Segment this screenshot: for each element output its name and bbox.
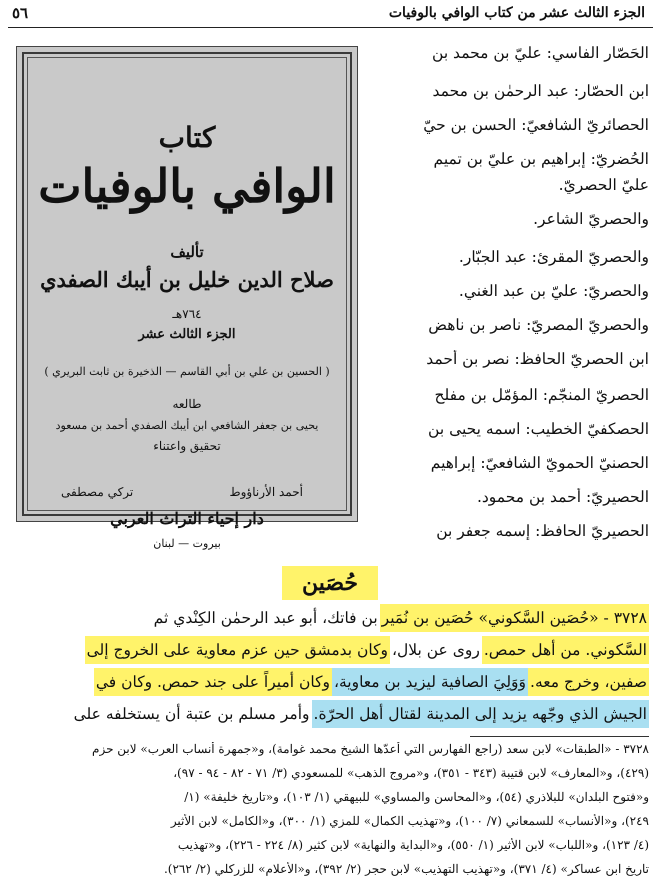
main-line-4: [12, 700, 649, 730]
title-page-image: [16, 46, 358, 550]
index-line: عليّ الحصريّ.: [558, 176, 649, 194]
index-line: ابن الحصريّ الحافظ: نصر بن أحمد: [426, 350, 649, 368]
index-line: الحصيريّ الحافظ: إسمه جعفر بن: [436, 522, 649, 540]
footnote-line: ٣٧٢٨ - «الطبقات» لابن سعد (راجع الفهارس التي أعدّها الشيخ محمد غوامة)، و«جمهرة أنساب العرب» لابن حزم: [92, 742, 649, 756]
index-line: والحصريّ: عليّ بن عبد الغني.: [458, 282, 649, 300]
highlight-yellow: وكان بدمشق حين عزم معاوية على الخروج إلى: [85, 636, 390, 664]
index-line: والحصريّ المقرئ: عبد الجبّار.: [458, 248, 649, 266]
cover-reviewers: يحيى بن جعفر الشافعي ابن أيبك الصفدي أحمد بن مسعود: [55, 419, 319, 432]
main-line-1: [12, 604, 649, 634]
footnote-line: (٤٢٩)، و«المعارف» لابن قتيبة (٣٤٣ - ٣٥١)، و«مروج الذهب» للمسعودي (٣/ ٧١ - ٨٢ - ٩٤ - ٩٧)،: [173, 766, 649, 780]
running-header: [0, 0, 661, 30]
highlight-blue: وَوَلِيَ الصافية ليزيد بن معاوية،: [332, 668, 528, 696]
cover-death-year: ٧٦٤هـ: [172, 307, 202, 321]
text-run: وأمر مسلم بن عتبة أن يستخلفه على: [73, 705, 310, 723]
running-title: الجزء الثالث عشر من كتاب الوافي بالوفيات: [388, 5, 645, 21]
index-line: والحصريّ الشاعر.: [533, 210, 649, 228]
cover-editor-left: تركي مصطفى: [61, 485, 134, 499]
highlight-yellow: ٣٧٢٨ - «حُصَين السَّكوني» حُصَين بن نُمَير: [380, 604, 649, 632]
highlight-blue: الجيش الذي وجّهه يزيد إلى المدينة لقتال أهل الحرّة.: [312, 700, 649, 728]
entry-heading: حُصَين: [282, 566, 378, 600]
index-line: الحَصّار الفاسي: عليّ بن محمد بن: [432, 44, 649, 62]
footnote-line: و«فتوح البلدان» للبلاذري (٥٤)، و«المحاسن والمساوي» للبيهقي (١/ ١٠٣)، و«تاريخ خليفة» (١/: [184, 790, 649, 804]
cover-publisher: دار إحياء التراث العربي: [110, 509, 264, 528]
cover-place: بيروت — لبنان: [153, 537, 221, 550]
index-line: الحصيريّ: أحمد بن محمود.: [476, 488, 649, 506]
highlight-yellow: وكان أميراً على جند حمص. وكان في: [94, 668, 332, 696]
cover-editor-right: أحمد الأرناؤوط: [229, 485, 303, 499]
cover-range: ( الحسين بن علي بن أبي القاسم — الذخيرة بن ثابت البريري ): [44, 365, 330, 378]
footnote-line: تاريخ ابن عساكر» (٤/ ٣٧١)، و«تهذيب التهذيب» لابن حجر (٢/ ٣٩٢)، و«الأعلام» للزركلي (٢/ ٢٦٢).: [163, 862, 649, 876]
cover-reviewed: طالعه: [172, 397, 202, 411]
index-line: الحصريّ المنجّم: المؤمّل بن مفلح: [434, 386, 649, 404]
index-line: الحُضريّ: إبراهيم بن عليّ بن تميم: [433, 150, 649, 168]
cover-authored-by: تأليف: [170, 243, 204, 261]
cover-edition: تحقيق واعتناء: [153, 439, 221, 453]
index-line: والحصريّ المصريّ: ناصر بن ناهض: [428, 316, 649, 334]
index-line: الحصكفيّ الخطيب: اسمه يحيى بن: [428, 420, 649, 438]
page-number: ٥٦: [12, 4, 29, 22]
cover-author: صلاح الدين خليل بن أيبك الصفدي: [40, 267, 334, 292]
text-run: روى عن بلال،: [392, 641, 480, 659]
text-run: بن فاتك، أبو عبد الرحمٰن الكِنْدي ثم: [153, 609, 378, 627]
highlight-yellow: صفين، وخرج معه.: [528, 668, 649, 696]
main-line-3: [12, 668, 649, 698]
header-rule: [8, 27, 653, 28]
index-line: الحصائريّ الشافعيّ: الحسن بن حيّ: [423, 116, 649, 134]
highlight-yellow: السَّكوني. من أهل حمص.: [482, 636, 649, 664]
footnote-separator: [470, 736, 649, 737]
footnote-line: (٤/ ١٢٣)، و«اللباب» لابن الأثير (١/ ٥٥٠)، و«البداية والنهاية» لابن كثير (٨/ ٢٢٤ - ٢٢٦)، و«تهذيب: [177, 838, 649, 852]
cover-kitab: كتاب: [158, 121, 216, 154]
index-line: الحصنيّ الحمويّ الشافعيّ: إبراهيم: [430, 454, 649, 472]
cover-title: الوافي بالوفيات: [38, 159, 336, 213]
index-line: ابن الحصّار: عبد الرحمٰن بن محمد: [432, 82, 649, 100]
cover-volume: الجزء الثالث عشر: [138, 327, 236, 342]
footnote-line: ٢٤٩)، و«الأنساب» للسمعاني (٧/ ١٠٠)، و«تهذيب الكمال» للمزي (١/ ٣٠٠)، و«الكامل» لابن الأثير: [170, 814, 649, 828]
main-line-2: [12, 636, 649, 666]
